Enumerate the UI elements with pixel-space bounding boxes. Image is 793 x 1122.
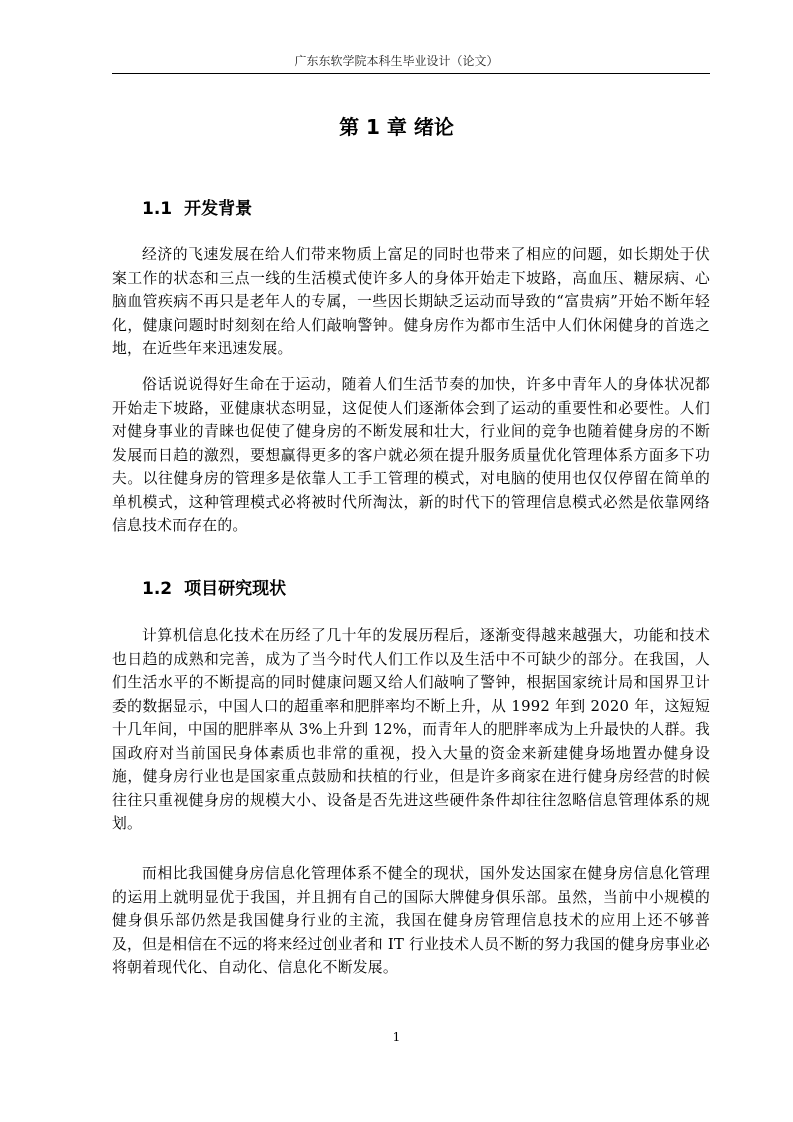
page-number: 1 (392, 1030, 401, 1044)
section-number: 1.2 (142, 579, 173, 599)
paragraph-1-1-a: 经济的飞速发展在给人们带来物质上富足的同时也带来了相应的问题，如长期处于伏案工作的状态和三点一线的生活模式使许多人的身体开始走下坡路，高血压、糖尿病、心脑血管疾病不再只是老年人的专属，一些因长期缺乏运动而导致的“富贵病”开始不断年轻化，健康问题时时刻刻在给人们敲响警钟。健身房作为都市生活中人们休闲健身的首选之地，在近些年来迅速发展。 (112, 246, 710, 357)
running-header: 广东东软学院本科生毕业设计（论文） (294, 54, 499, 68)
section-heading-1-1 (142, 197, 252, 221)
header-divider (112, 73, 710, 74)
chapter-title: 第 1 章 绪论 (339, 115, 454, 139)
paragraph-1-2-a: 计算机信息化技术在历经了几十年的发展历程后，逐渐变得越来越强大，功能和技术也日趋的成熟和完善，成为了当今时代人们工作以及生活中不可缺少的部分。在我国，人们生活水平的不断提高的同时健康问题又给人们敲响了警钟，根据国家统计局和国界卫计委的数据显示，中国人口的超重率和肥胖率均不断上升，从 1992 年到 2020 年，这短短十几年间，中国的肥胖率从 3%上升到 12%，而青年人的肥胖率成为上升最快的人群。我国政府对当前国民身体素质也非常的重视，投入大量的资金来新建健身场地置办健身设施，健身房行业也是国家重点鼓励和扶植的行业，但是许多商家在进行健身房经营的时候往往只重视健身房的规模大小、设备是否先进这些硬件条件却往往忽略信息管理体系的规划。 (112, 627, 710, 832)
section-title: 开发背景 (184, 199, 253, 219)
paragraph-1-1-b: 俗话说说得好生命在于运动，随着人们生活节奏的加快，许多中青年人的身体状况都开始走下坡路，亚健康状态明显，这促使人们逐渐体会到了运动的重要性和必要性。人们对健身事业的青睐也促使了健身房的不断发展和壮大，行业间的竞争也随着健身房的不断发展而日趋的激烈，要想赢得更多的客户就必须在提升服务质量优化管理体系方面多下功夫。以往健身房的管理多是依靠人工手工管理的模式，对电脑的使用也仅仅停留在简单的单机模式，这种管理模式必将被时代所淘汰，新的时代下的管理信息模式必然是依靠网络信息技术而存在的。 (112, 376, 710, 534)
section-number: 1.1 (142, 199, 173, 219)
paragraph-1-2-b: 而相比我国健身房信息化管理体系不健全的现状，国外发达国家在健身房信息化管理的运用上就明显优于我国，并且拥有自己的国际大牌健身俱乐部。虽然，当前中小规模的健身俱乐部仍然是我国健身行业的主流，我国在健身房管理信息技术的应用上还不够普及，但是相信在不远的将来经过创业者和 IT 行业技术人员不断的努力我国的健身房事业必将朝着现代化、自动化、信息化不断发展。 (112, 865, 710, 976)
section-title: 项目研究现状 (184, 579, 287, 599)
section-heading-1-2 (142, 577, 286, 601)
